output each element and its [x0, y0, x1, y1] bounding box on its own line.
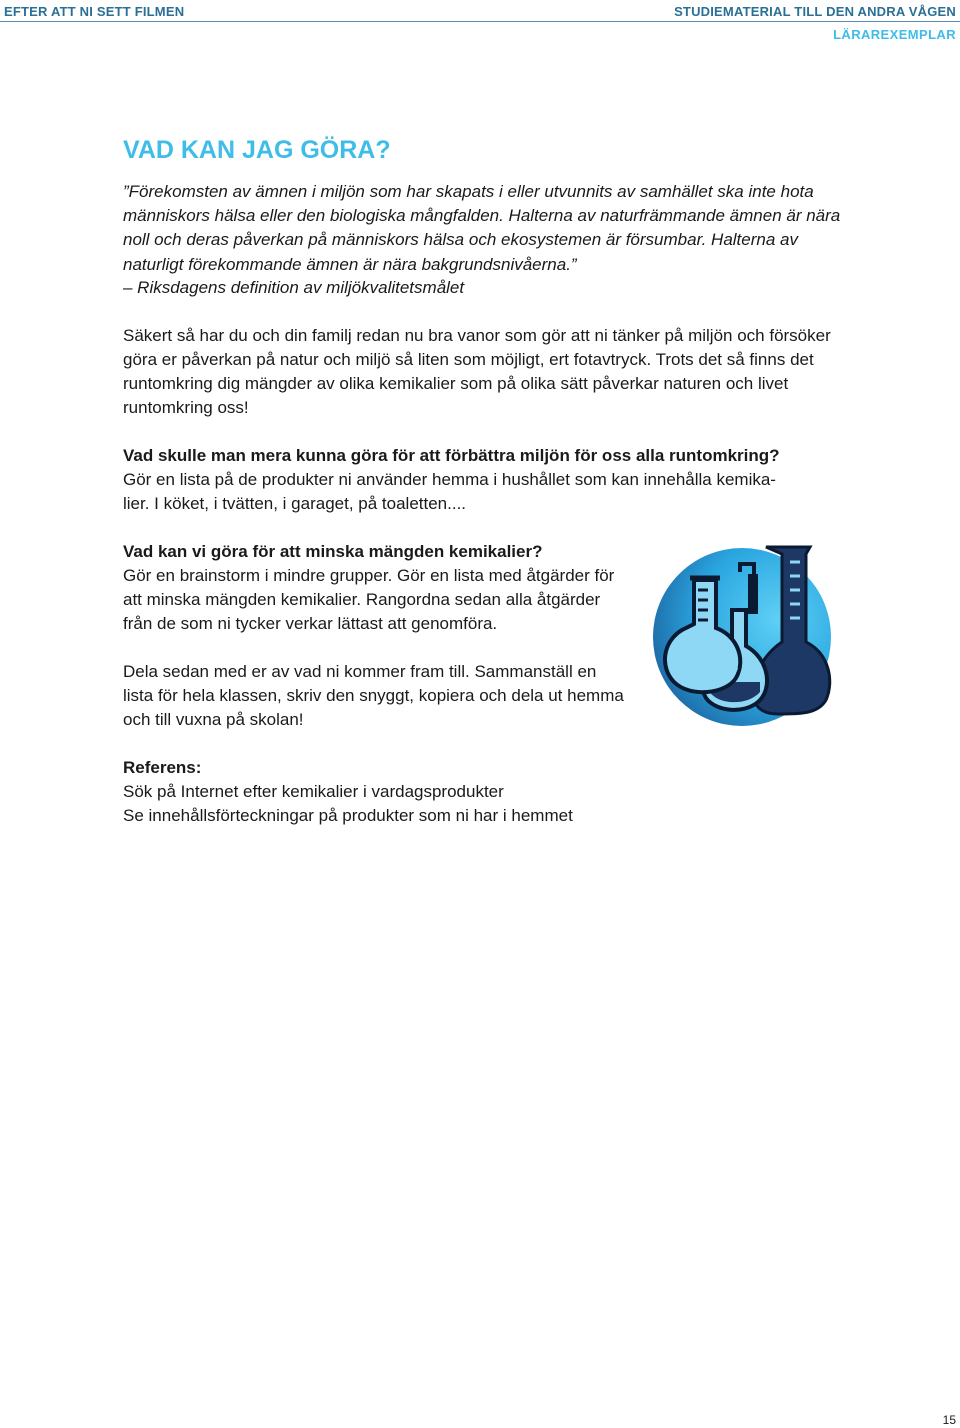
section1-heading: Vad skulle man mera kunna göra för att förbättra miljön för oss alla runtomkring? [123, 446, 780, 465]
section2-text: Gör en brainstorm i mindre grupper. Gör en lista med åtgärder för att minska mängden kemikalier. Rangordna sedan alla åtgärder från de som ni tycker verkar lättast att genomföra. [123, 566, 615, 633]
quote-attribution: – Riksdagens definition av miljökvalitetsmålet [123, 278, 465, 297]
lab-flasks-icon [650, 542, 835, 732]
header-right: STUDIEMATERIAL TILL DEN ANDRA VÅGEN [674, 4, 956, 19]
header-divider [0, 21, 960, 22]
intro-paragraph: Säkert så har du och din familj redan nu bra vanor som gör att ni tänker på miljön och försöker göra er påverkan på natur och miljö så liten som möjligt, ert fotavtryck. Trots det så finns det runtomkring dig mängder av olika kemikalier som på olika sätt påverkar naturen och livet runtomkring oss! [123, 326, 831, 417]
section1-line1: Gör en lista på de produkter ni använder hemma i hushållet som kan innehålla kemika- [123, 470, 776, 489]
header-sub: LÄRAREXEMPLAR [833, 27, 956, 42]
section2-heading: Vad kan vi göra för att minska mängden kemikalier? [123, 542, 543, 561]
quote-text: ”Förekomsten av ämnen i miljön som har skapats i eller utvunnits av samhället ska inte hota människors hälsa eller den biologiska mångfalden. Halterna av naturfrämmande ämnen är nära noll och deras påverkan på människors hälsa och ekosystemen är försumbar. Halterna av naturligt förekommande ämnen är nära bakgrundsnivåerna.” [123, 182, 841, 274]
page-title: VAD KAN JAG GÖRA? [123, 136, 391, 164]
references-heading: Referens: [123, 758, 202, 777]
section3-text: Dela sedan med er av vad ni kommer fram till. Sammanställ en lista för hela klassen, skriv den snyggt, kopiera och dela ut hemma och till vuxna på skolan! [123, 662, 624, 729]
section1-line2: lier. I köket, i tvätten, i garaget, på toaletten.... [123, 494, 467, 513]
page-number: 15 [942, 1413, 956, 1427]
reference-item: Sök på Internet efter kemikalier i vardagsprodukter [123, 782, 504, 801]
reference-item: Se innehållsförteckningar på produkter som ni har i hemmet [123, 806, 573, 825]
header-left: EFTER ATT NI SETT FILMEN [4, 4, 185, 19]
